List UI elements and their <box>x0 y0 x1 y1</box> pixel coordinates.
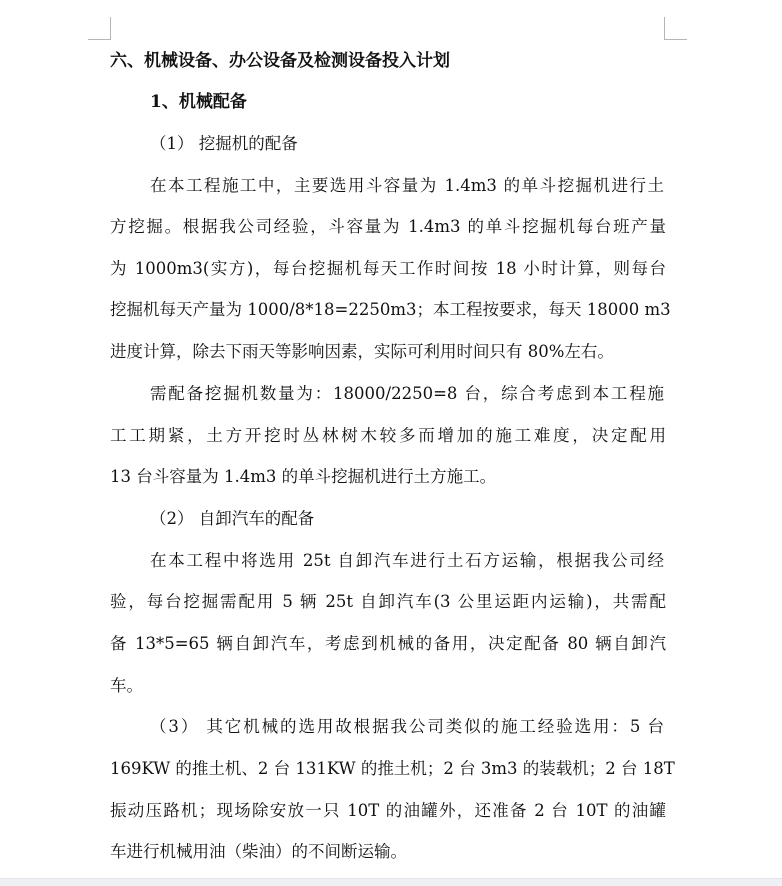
paragraph-line: 车。 <box>110 676 143 695</box>
paragraph-line: 13 台斗容量为 1.4m3 的单斗挖掘机进行土方施工。 <box>110 467 497 486</box>
paragraph-line: 振动压路机；现场除安放一只 10T 的油罐外，还准备 2 台 10T 的油罐 <box>110 801 666 820</box>
paragraph-line: 验，每台挖掘需配用 5 辆 25t 自卸汽车(3 公里运距内运输)，共需配 <box>110 592 666 611</box>
page-bottom-edge <box>0 878 782 886</box>
paragraph-line: 挖掘机每天产量为 1000/8*18=2250m3；本工程按要求，每天 18000 m3 <box>110 300 671 319</box>
paragraph-line: 车进行机械用油（柴油）的不间断运输。 <box>110 842 407 861</box>
subsection-heading: 1、机械配备 <box>150 92 247 112</box>
paragraph-line: 备 13*5=65 辆自卸汽车，考虑到机械的备用，决定配备 80 辆自卸汽 <box>110 634 666 653</box>
paragraph-line: 在本工程中将选用 25t 自卸汽车进行土石方运输，根据我公司经 <box>150 551 664 570</box>
item-title-excavator: （1） 挖掘机的配备 <box>150 134 298 153</box>
paragraph-line: 169KW 的推土机、2 台 131KW 的推土机；2 台 3m3 的装载机；2 台 18T <box>110 759 675 778</box>
item-title-dump-truck: （2） 自卸汽车的配备 <box>150 509 315 528</box>
margin-corner-mark-left <box>88 17 111 40</box>
paragraph-line: 需配备挖掘机数量为：18000/2250=8 台，综合考虑到本工程施 <box>150 384 664 403</box>
paragraph-line: （3） 其它机械的选用故根据我公司类似的施工经验选用：5 台 <box>150 717 664 736</box>
margin-corner-mark-right <box>664 17 687 40</box>
paragraph-line: 工工期紧，土方开挖时丛林树木较多而增加的施工难度，决定配用 <box>110 426 666 445</box>
paragraph-line: 进度计算，除去下雨天等影响因素，实际可利用时间只有 80%左右。 <box>110 342 614 361</box>
section-heading: 六、机械设备、办公设备及检测设备投入计划 <box>110 51 450 71</box>
paragraph-line: 在本工程施工中，主要选用斗容量为 1.4m3 的单斗挖掘机进行土 <box>150 176 664 195</box>
paragraph-line: 为 1000m3(实方)，每台挖掘机每天工作时间按 18 小时计算，则每台 <box>110 259 666 278</box>
paragraph-line: 方挖掘。根据我公司经验，斗容量为 1.4m3 的单斗挖掘机每台班产量 <box>110 217 666 236</box>
